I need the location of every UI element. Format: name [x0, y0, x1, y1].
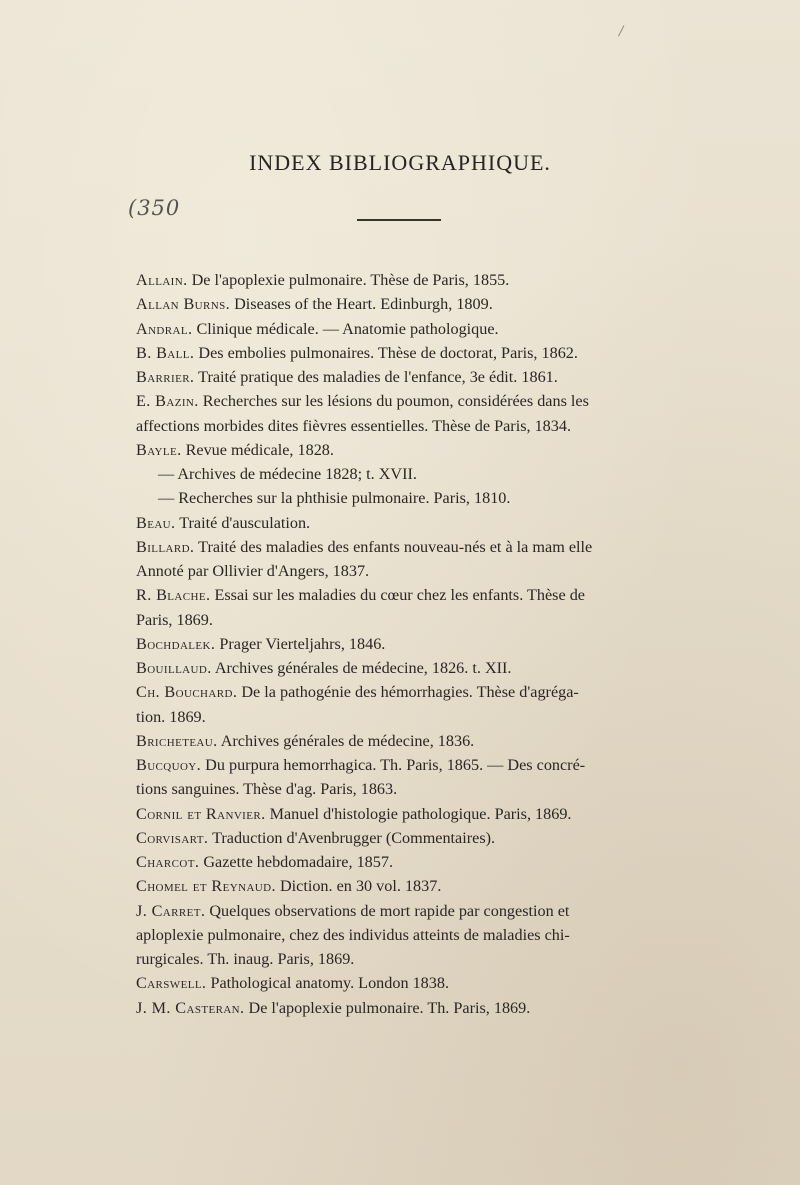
- bibliography-entry: [136, 268, 676, 292]
- entry-line: [158, 462, 676, 486]
- entry-text: Traité d'ausculation.: [175, 513, 311, 532]
- entry-line: [136, 292, 676, 316]
- entry-line: [136, 268, 676, 292]
- entry-line: [136, 680, 676, 704]
- author-name: R. Blache.: [136, 586, 211, 605]
- entry-line: [136, 729, 676, 753]
- entry-text: Manuel d'histologie pathologique. Paris, 1869.: [265, 804, 572, 823]
- author-name: Corvisart.: [136, 828, 209, 847]
- entry-line: [136, 826, 676, 850]
- entry-line: [136, 535, 676, 559]
- entry-line: [158, 486, 676, 510]
- author-name: Bricheteau.: [136, 731, 218, 750]
- bibliography-entry: [136, 729, 676, 753]
- entry-line: [136, 656, 676, 680]
- bibliography-entry: [136, 365, 676, 389]
- author-name: Bayle.: [136, 440, 182, 459]
- bibliography-entry: [136, 656, 676, 680]
- bibliography-entry: [136, 850, 676, 874]
- entry-text: De la pathogénie des hémorrhagies. Thèse d'agréga-: [237, 683, 579, 702]
- entry-continuation: Annoté par Ollivier d'Angers, 1837.: [136, 562, 370, 580]
- bibliography-entry: [136, 486, 676, 510]
- entry-continuation: tion. 1869.: [136, 707, 206, 726]
- entry-text: Des embolies pulmonaires. Thèse de doctorat, Paris, 1862.: [194, 343, 578, 362]
- bibliography-entry: [136, 826, 676, 850]
- author-name: Allain.: [136, 271, 188, 289]
- bibliography-entry: [136, 535, 676, 584]
- bibliography-entry: [136, 802, 676, 826]
- bibliography-entry: [136, 632, 676, 656]
- entry-line: [136, 317, 676, 341]
- bibliography-entry: [136, 511, 676, 535]
- bibliography-entry: [136, 874, 676, 898]
- author-name: Bouillaud.: [136, 659, 212, 677]
- entry-text: Diction. en 30 vol. 1837.: [275, 877, 442, 896]
- handwritten-note: (350: [128, 196, 181, 220]
- entry-line: [136, 802, 676, 826]
- entry-line: [136, 583, 676, 607]
- author-name: Cornil et Ranvier.: [136, 804, 266, 823]
- entry-continuation: affections morbides dites fièvres essentielles. Thèse de Paris, 1834.: [136, 416, 572, 435]
- bibliography-entry: [136, 292, 676, 316]
- entry-text: De l'apoplexie pulmonaire. Th. Paris, 1869.: [244, 998, 531, 1017]
- author-name: J. M. Casteran.: [136, 998, 245, 1017]
- entry-line: [136, 996, 676, 1020]
- pencil-mark: /: [619, 24, 624, 39]
- author-name: Allan Burns.: [136, 295, 231, 314]
- author-name: Andral.: [136, 319, 193, 338]
- entry-continuation: rurgicales. Th. inaug. Paris, 1869.: [136, 950, 355, 968]
- entry-text: De l'apoplexie pulmonaire. Thèse de Paris, 1855.: [187, 271, 510, 289]
- author-name: Charcot.: [136, 853, 200, 871]
- entry-text: Traduction d'Avenbrugger (Commentaires).: [208, 828, 496, 847]
- entry-text: Prager Vierteljahrs, 1846.: [215, 634, 386, 653]
- entry-line: [136, 511, 676, 535]
- entry-text: Diseases of the Heart. Edinburgh, 1809.: [230, 295, 493, 314]
- title-divider: [357, 219, 441, 221]
- entry-text: Du purpura hemorrhagica. Th. Paris, 1865. — Des concré-: [201, 756, 586, 774]
- entry-text: Revue médicale, 1828.: [181, 440, 334, 459]
- author-name: J. Carret.: [136, 901, 206, 920]
- bibliography-entry: [136, 753, 676, 802]
- entry-text: Quelques observations de mort rapide par congestion et: [205, 901, 570, 920]
- author-name: Barrier.: [136, 368, 195, 386]
- entry-text: Archives générales de médecine, 1836.: [217, 731, 475, 750]
- bibliography-entry: [136, 680, 676, 729]
- entry-text: Traité pratique des maladies de l'enfance, 3e édit. 1861.: [194, 368, 558, 386]
- entry-text: — Recherches sur la phthisie pulmonaire. Paris, 1810.: [158, 489, 511, 508]
- entry-line: [136, 850, 676, 874]
- author-name: Bochdalek.: [136, 634, 216, 653]
- entry-text: Essai sur les maladies du cœur chez les enfants. Thèse de: [210, 586, 585, 605]
- entry-line: [136, 632, 676, 656]
- author-name: Bucquoy.: [136, 756, 202, 774]
- entry-line: [136, 438, 676, 462]
- bibliography-entry: [136, 996, 676, 1020]
- author-name: Chomel et Reynaud.: [136, 877, 276, 896]
- entry-text: — Archives de médecine 1828; t. XVII.: [158, 465, 417, 483]
- bibliography-entry: [136, 389, 676, 438]
- entry-continuation: aploplexie pulmonaire, chez des individus atteints de maladies chi-: [136, 925, 570, 944]
- entry-line: [136, 899, 676, 923]
- entry-line: [136, 971, 676, 995]
- bibliography-entry: [136, 317, 676, 341]
- entry-line: [136, 365, 676, 389]
- entry-text: Traité des maladies des enfants nouveau-nés et à la mam elle: [194, 537, 593, 556]
- entry-text: Clinique médicale. — Anatomie pathologique.: [192, 319, 499, 338]
- entry-line: [136, 341, 676, 365]
- entry-line: [136, 753, 676, 777]
- author-name: Ch. Bouchard.: [136, 683, 238, 702]
- entry-text: Archives générales de médecine, 1826. t. XII.: [211, 659, 512, 677]
- entry-line: [136, 389, 676, 413]
- entry-text: Pathological anatomy. London 1838.: [206, 974, 450, 993]
- entry-text: Gazette hebdomadaire, 1857.: [199, 853, 394, 871]
- entry-line: [136, 874, 676, 898]
- author-name: B. Ball.: [136, 343, 195, 362]
- author-name: E. Bazin.: [136, 392, 199, 411]
- author-name: Billard.: [136, 537, 195, 556]
- author-name: Carswell.: [136, 974, 207, 993]
- author-name: Beau.: [136, 513, 176, 532]
- entry-continuation: tions sanguines. Thèse d'ag. Paris, 1863.: [136, 780, 398, 799]
- bibliography-entry: [136, 341, 676, 365]
- page-title: INDEX BIBLIOGRAPHIQUE.: [249, 150, 551, 175]
- entry-text: Recherches sur les lésions du poumon, considérées dans les: [198, 392, 589, 411]
- bibliography-entry: [136, 462, 676, 486]
- bibliography-entry: [136, 971, 676, 995]
- bibliography-list: [136, 268, 676, 1020]
- bibliography-entry: [136, 438, 676, 462]
- bibliography-entry: [136, 899, 676, 972]
- entry-continuation: Paris, 1869.: [136, 610, 213, 629]
- bibliography-entry: [136, 583, 676, 632]
